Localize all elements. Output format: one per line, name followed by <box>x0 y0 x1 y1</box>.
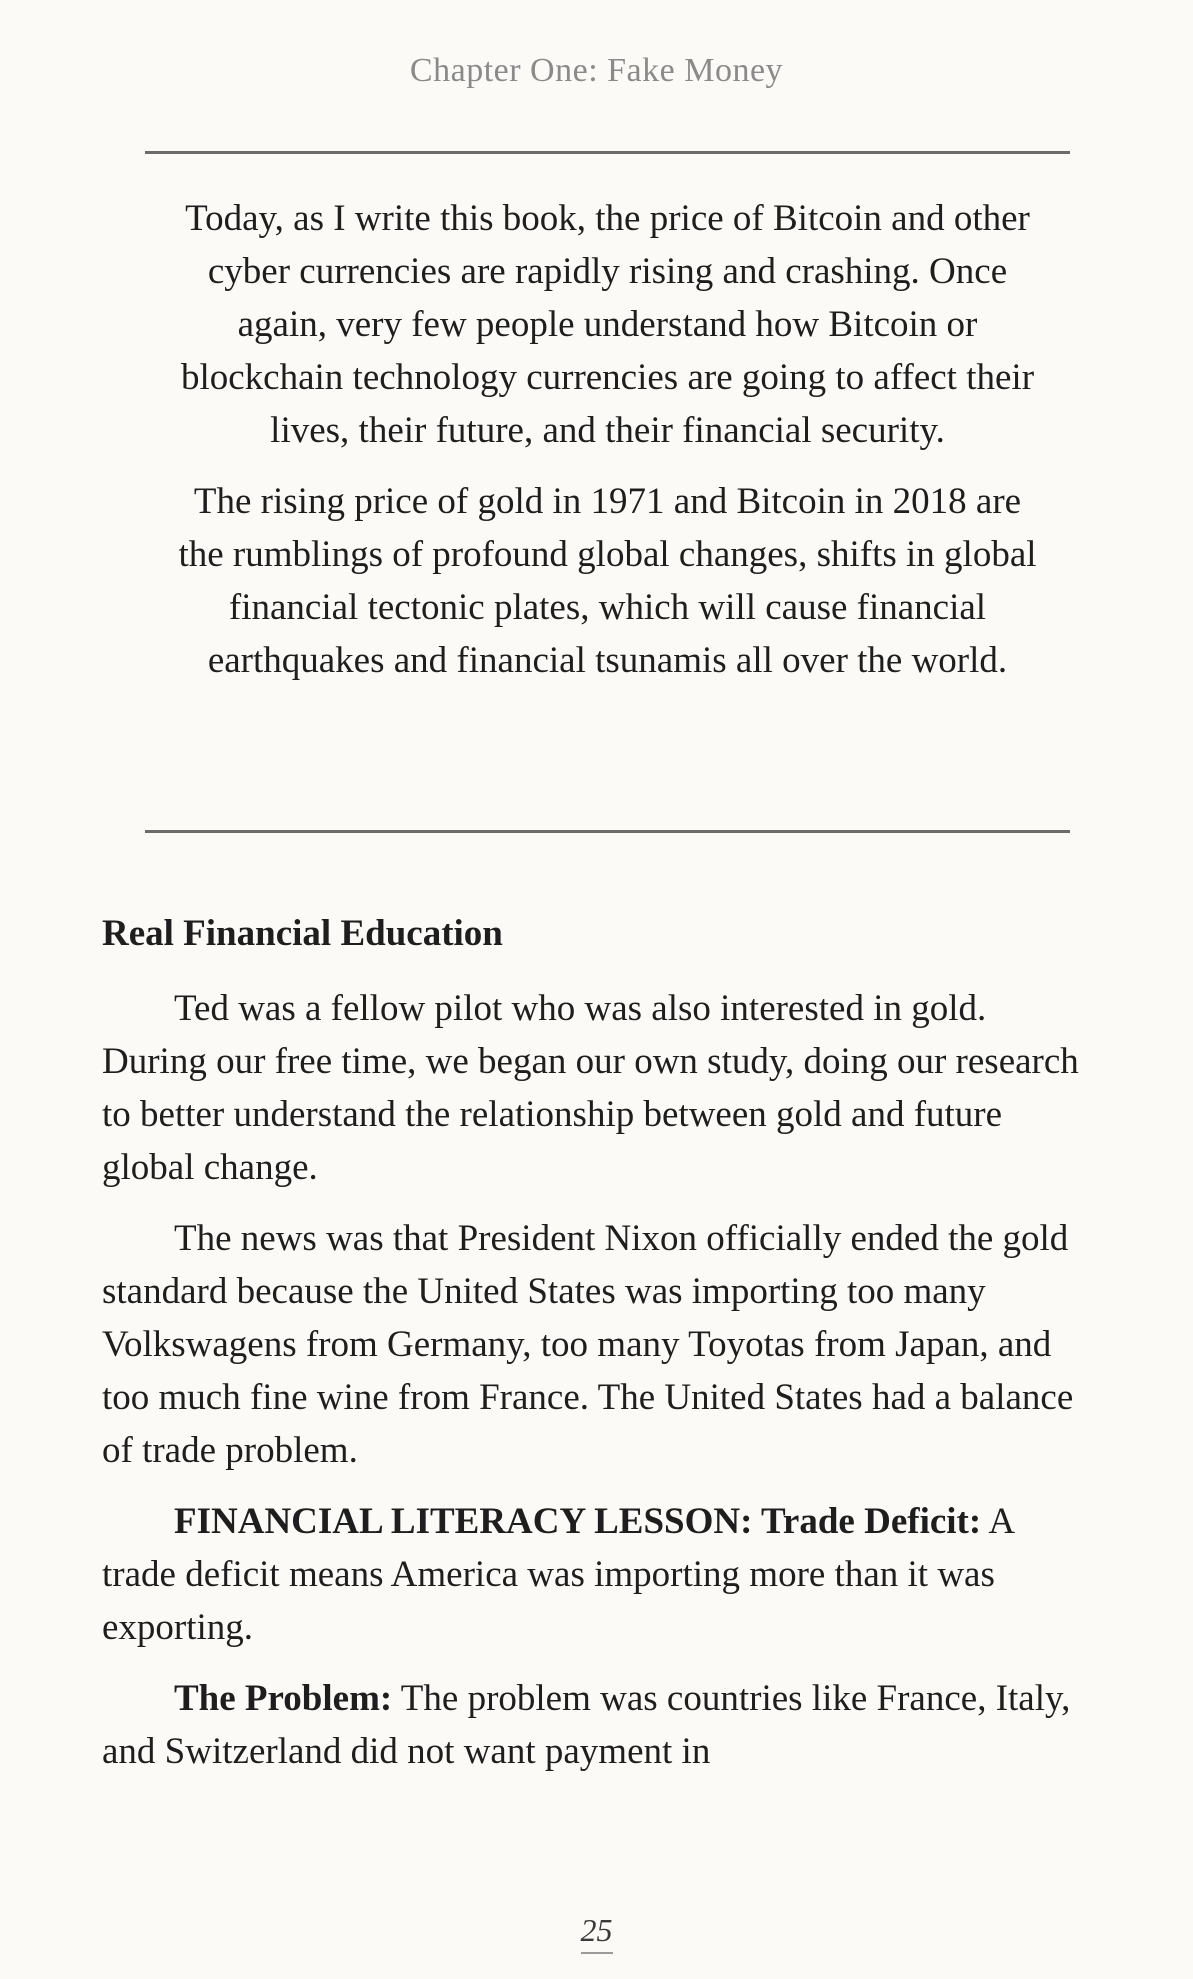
page-number-text: 25 <box>581 1912 613 1954</box>
problem-paragraph <box>102 1672 1092 1778</box>
page-number <box>0 1912 1193 1949</box>
lesson-label: FINANCIAL LITERACY LESSON: Trade Deficit: <box>174 1501 982 1542</box>
body-paragraph: The news was that President Nixon officially ended the gold standard because the United States was importing too many Volkswagens from Germany, too many Toyotas from Japan, and too much fine wine from France. The United States had a balance of trade problem. <box>102 1218 1074 1471</box>
lesson-text: A trade deficit means America was importing more than it was exporting. <box>102 1501 1014 1648</box>
callout-bottom-rule <box>145 830 1070 833</box>
running-head: Chapter One: Fake Money <box>409 52 784 89</box>
problem-label: The Problem: <box>174 1678 393 1719</box>
callout-paragraph: The rising price of gold in 1971 and Bitcoin in 2018 are the rumblings of profound global changes, shifts in global financial tectonic plates, which will cause financial earthquakes and financial tsunamis all over the world. <box>178 481 1037 681</box>
callout-paragraph: Today, as I write this book, the price of Bitcoin and other cyber currencies are rapidly rising and crashing. Once again, very few people understand how Bitcoin or blockchain technology currencies are going to affect their lives, their future, and their financial security. <box>180 198 1035 451</box>
problem-text: The problem was countries like France, Italy, and Switzerland did not want payment in <box>102 1678 1071 1772</box>
section-heading: Real Financial Education <box>102 913 503 954</box>
lesson-paragraph <box>102 1495 1092 1654</box>
body-paragraph: Ted was a fellow pilot who was also interested in gold. During our free time, we began our own study, doing our research to better understand the relationship between gold and future global change. <box>102 988 1079 1188</box>
callout-box <box>170 192 1045 705</box>
body-text <box>102 982 1092 1796</box>
callout-top-rule <box>145 151 1070 154</box>
